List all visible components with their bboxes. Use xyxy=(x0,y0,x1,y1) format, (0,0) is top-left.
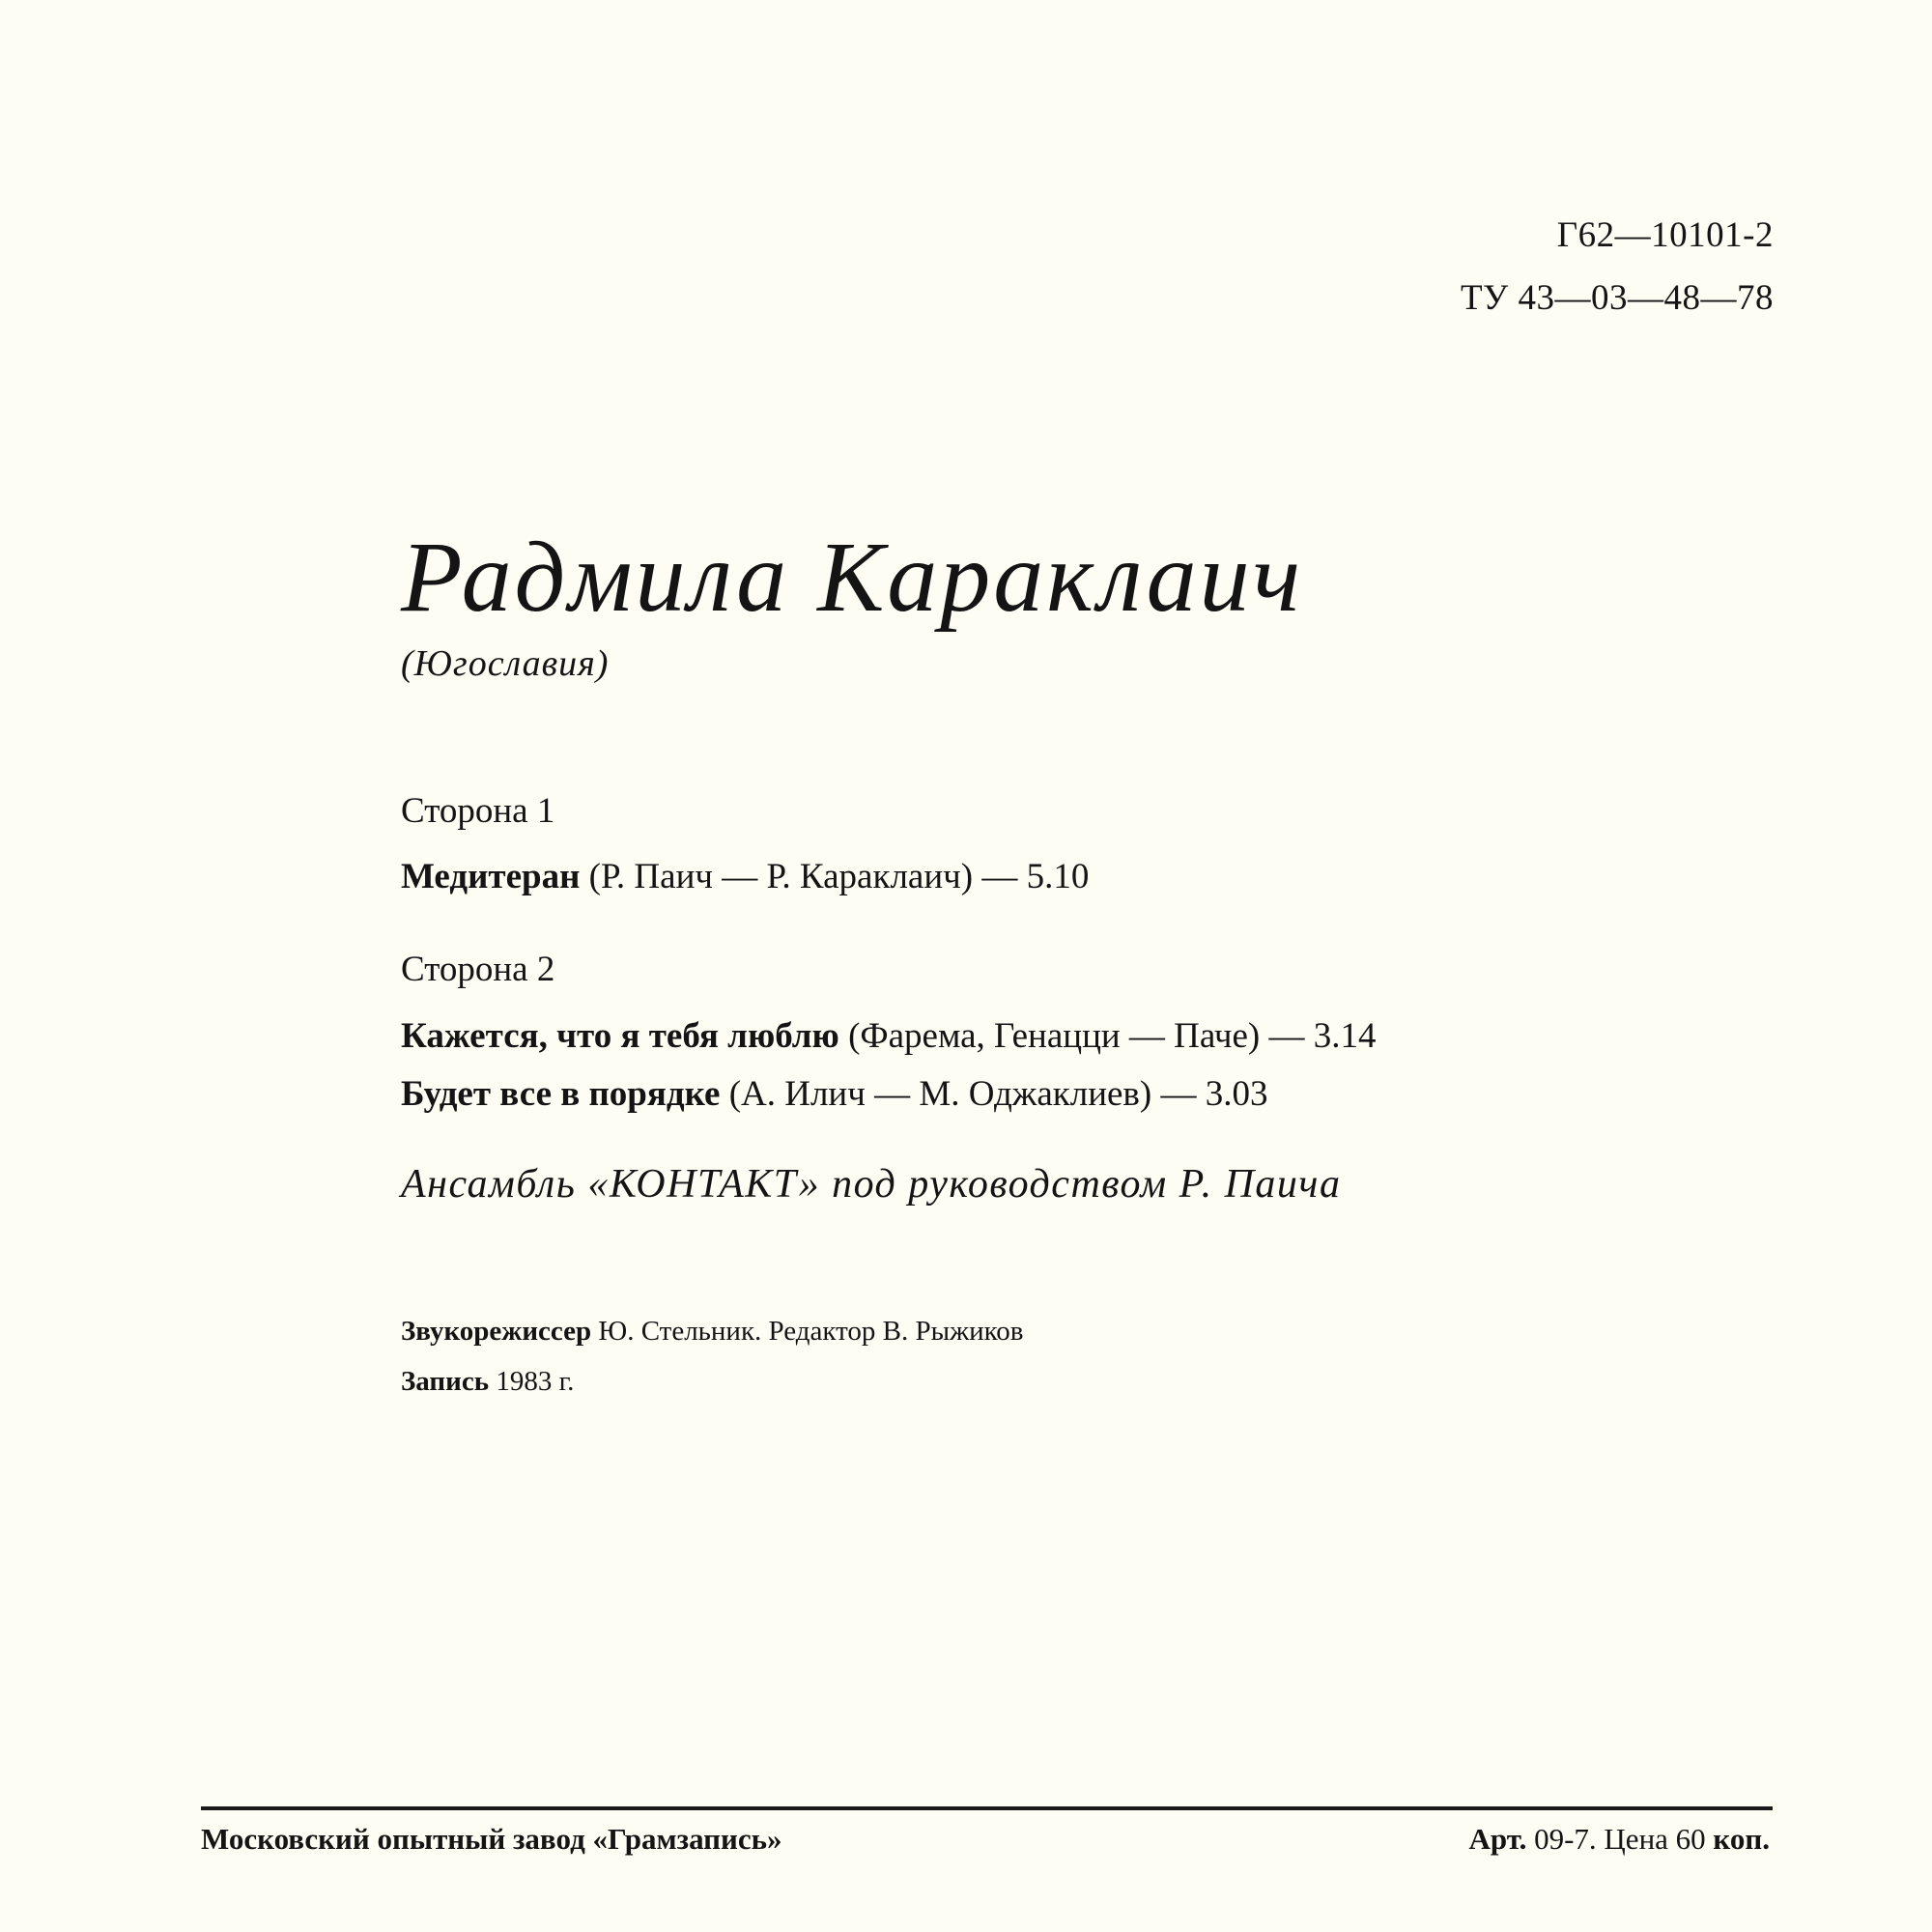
track-duration: — 3.03 xyxy=(1160,1074,1268,1114)
production-credits xyxy=(401,1316,1023,1348)
recording-year: 1983 г. xyxy=(496,1366,575,1397)
track-title: Будет все в порядке xyxy=(401,1074,721,1114)
track-row xyxy=(401,1073,1267,1115)
artist-name: Радмила Караклаич xyxy=(401,522,1304,633)
editor-label: Редактор xyxy=(768,1316,876,1347)
ensemble-credit: Ансамбль «КОНТАКТ» под руководством Р. Паича xyxy=(401,1162,1342,1207)
artist-country: (Югославия) xyxy=(401,643,610,684)
article-label: Арт. xyxy=(1468,1822,1527,1856)
side-1-label: Сторона 1 xyxy=(401,791,555,831)
track-credits: (Фарема, Генацци — Паче) xyxy=(848,1016,1261,1056)
article-number: 09-7. xyxy=(1534,1822,1597,1856)
footer-divider xyxy=(201,1806,1773,1810)
publisher: Московский опытный завод «Грамзапись» xyxy=(201,1822,782,1856)
catalog-number: Г62—10101-2 xyxy=(1556,215,1774,255)
catalog-standard: ТУ 43—03—48—78 xyxy=(1460,278,1774,318)
track-row xyxy=(401,1015,1376,1057)
track-credits: (А. Илич — М. Оджаклиев) xyxy=(728,1074,1152,1114)
price-unit: коп. xyxy=(1713,1822,1770,1856)
track-row xyxy=(401,856,1089,897)
price-value: 60 xyxy=(1675,1822,1706,1856)
article-price xyxy=(1468,1822,1770,1857)
engineer-label: Звукорежиссер xyxy=(401,1316,592,1347)
engineer-name: Ю. Стельник. xyxy=(598,1316,762,1347)
editor-name: В. Рыжиков xyxy=(882,1316,1024,1347)
price-label: Цена xyxy=(1604,1822,1668,1856)
side-2-label: Сторона 2 xyxy=(401,950,555,989)
track-duration: — 3.14 xyxy=(1268,1016,1377,1056)
recording-label: Запись xyxy=(401,1366,490,1397)
track-credits: (Р. Паич — Р. Караклаич) xyxy=(588,857,974,896)
track-title: Медитеран xyxy=(401,857,581,896)
track-duration: — 5.10 xyxy=(981,857,1090,896)
track-title: Кажется, что я тебя люблю xyxy=(401,1016,839,1056)
recording-info xyxy=(401,1366,574,1398)
